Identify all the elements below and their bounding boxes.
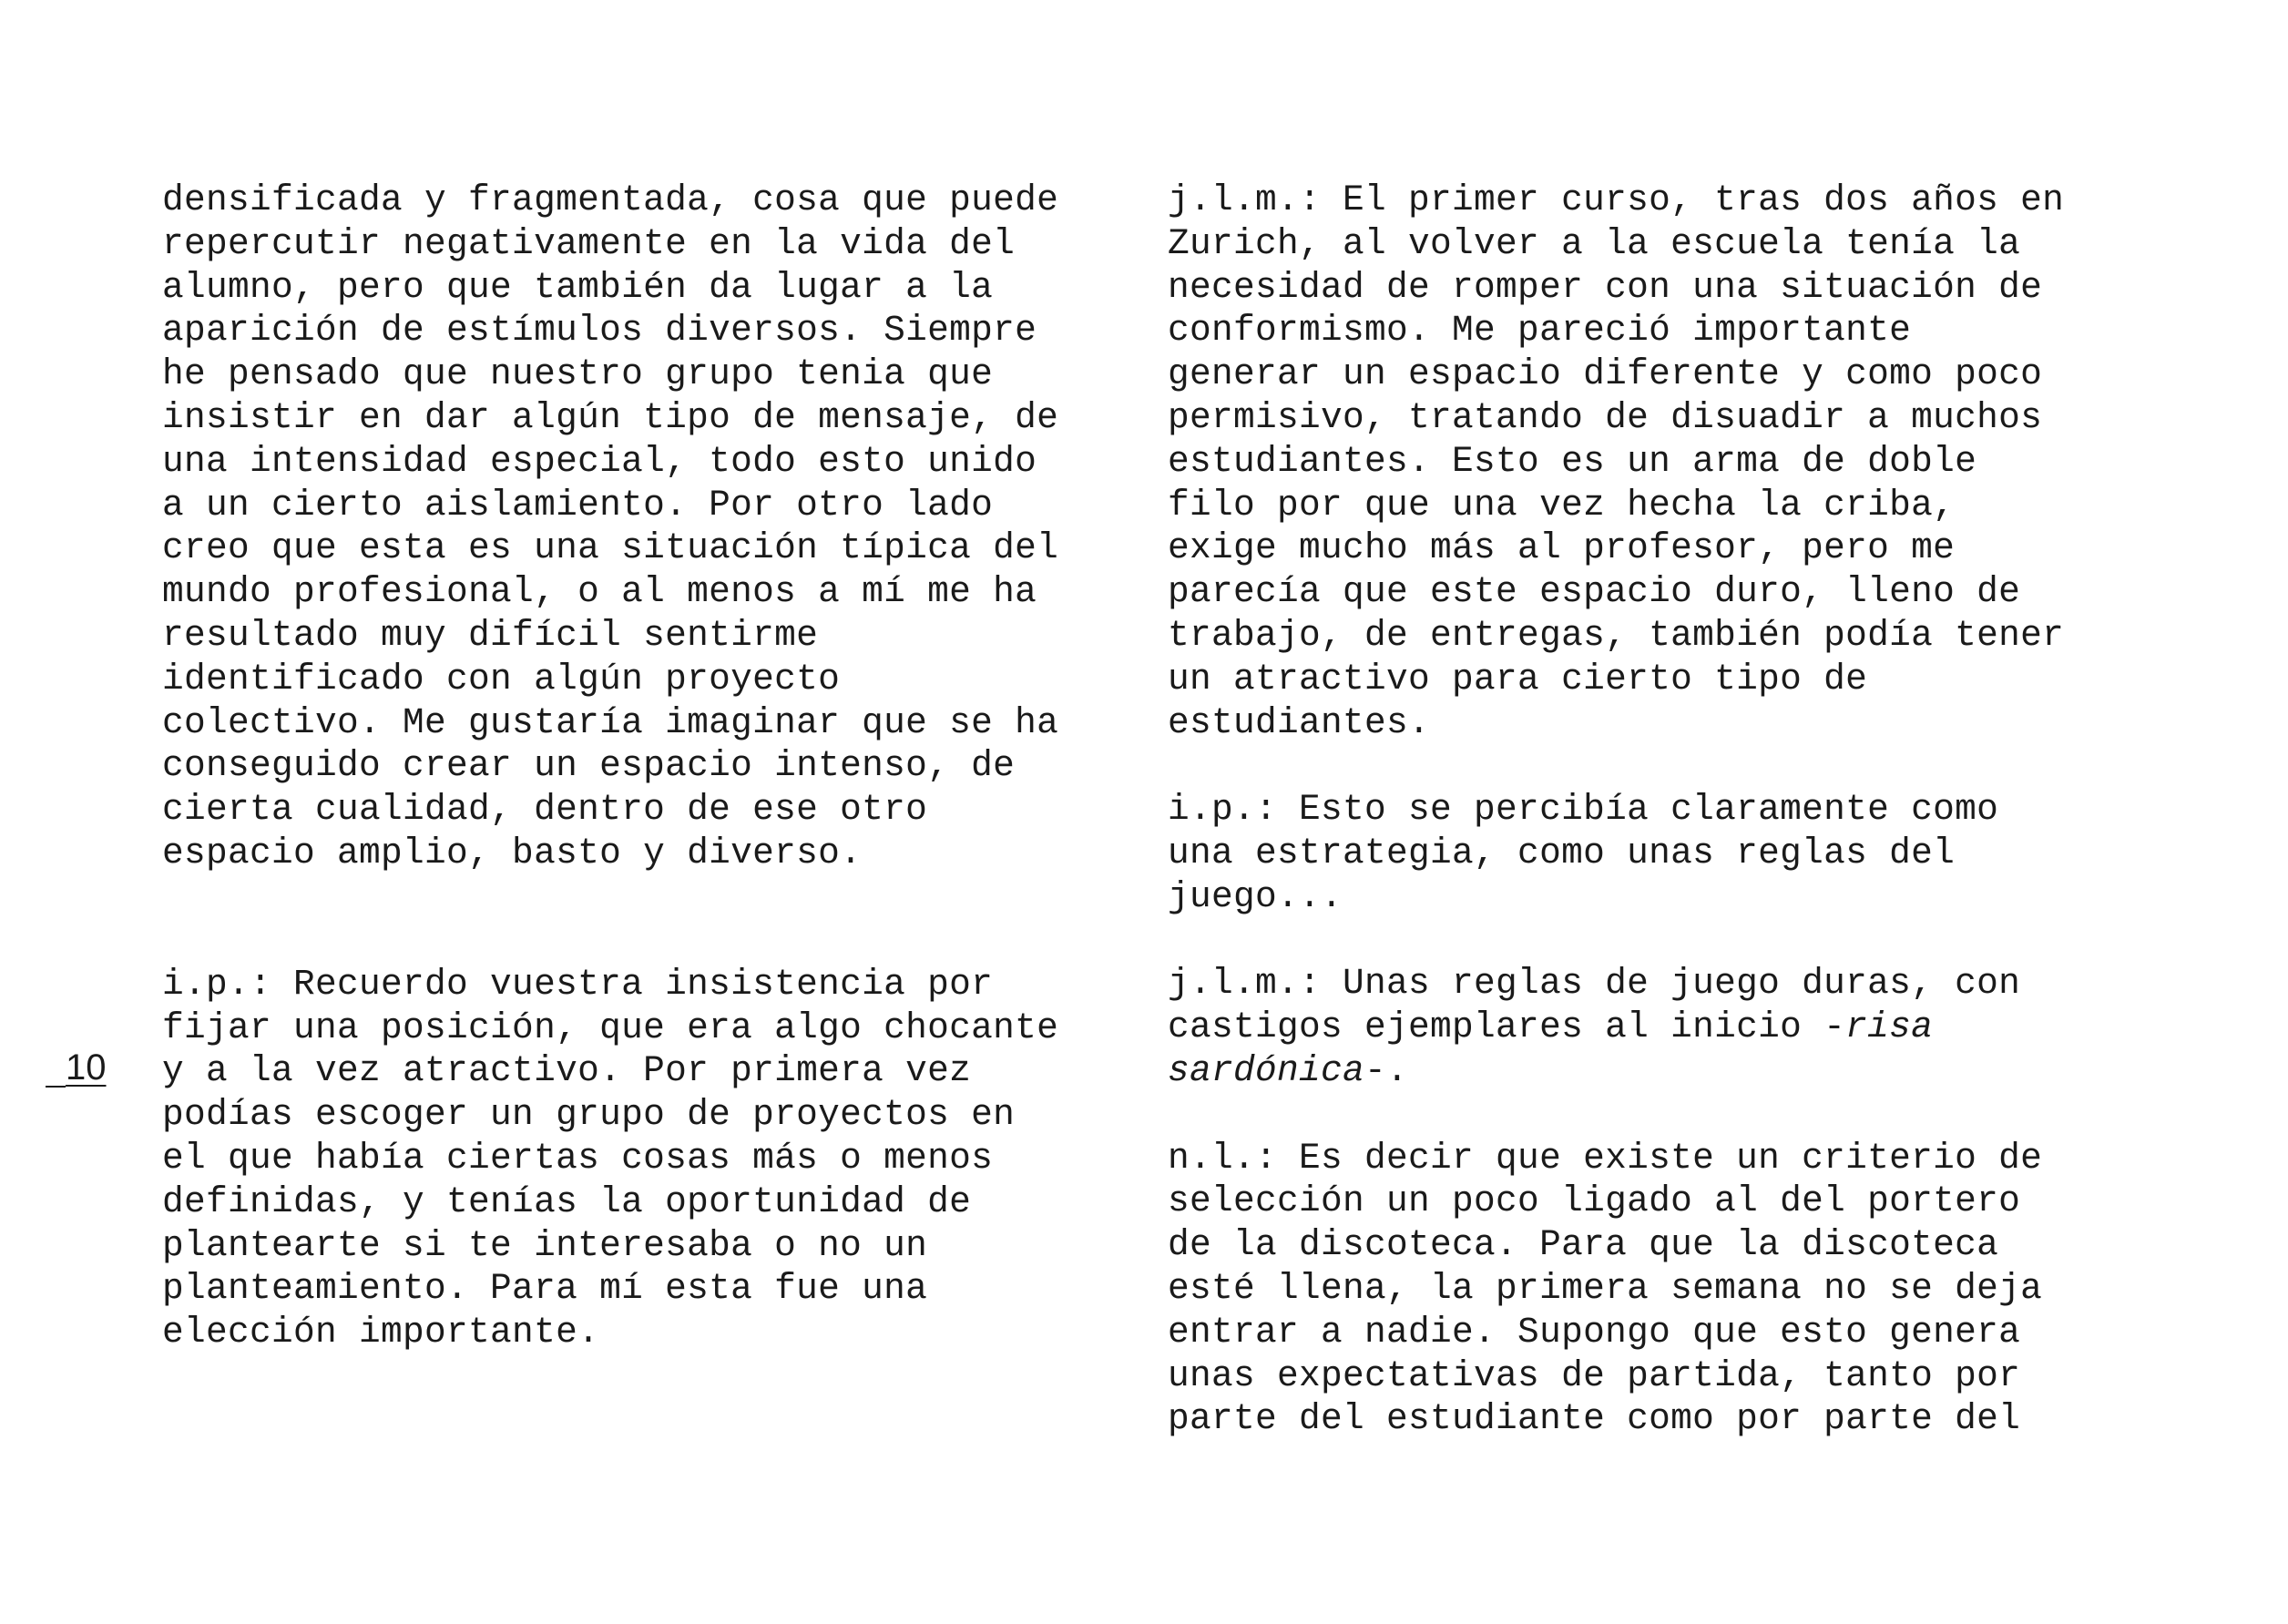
italic-text: sardónica [1168, 1049, 1365, 1091]
text-line: castigos ejemplares al inicio - [1168, 1006, 1846, 1048]
right-column [1168, 179, 2133, 1441]
text-line: estudiantes. [1168, 701, 1431, 743]
text-line: generar un espacio diferente y como poco [1168, 353, 2043, 395]
paragraph [162, 179, 1128, 875]
text-line: identificado con algún proyecto [162, 658, 841, 700]
text-line: he pensado que nuestro grupo tenia que [162, 353, 994, 395]
text-line: alumno, pero que también da lugar a la [162, 266, 994, 308]
text-line: exige mucho más al profesor, pero me [1168, 527, 1956, 569]
text-line: repercutir negativamente en la vida del [162, 222, 1016, 264]
text-line: unas expectativas de partida, tanto por [1168, 1354, 2021, 1396]
text-line: i.p.: Esto se percibía claramente como [1168, 789, 1999, 831]
paragraph [1168, 962, 2133, 1092]
text-line: y a la vez atractivo. Por primera vez [162, 1050, 972, 1092]
text-line: estudiantes. Esto es un arma de doble [1168, 440, 1977, 482]
text-line: conseguido crear un espacio intenso, de [162, 745, 1016, 787]
text-line: plantearte si te interesaba o no un [162, 1224, 928, 1266]
text-line: necesidad de romper con una situación de [1168, 266, 2043, 308]
text-line: j.l.m.: Unas reglas de juego duras, con [1168, 963, 2021, 1005]
text-line: elección importante. [162, 1312, 600, 1353]
text-line: densificada y fragmentada, cosa que puede [162, 179, 1059, 220]
text-line: entrar a nadie. Supongo que esto genera [1168, 1311, 2021, 1353]
paragraph [1168, 788, 2133, 918]
text-line: j.l.m.: El primer curso, tras dos años en [1168, 179, 2065, 220]
text-line: juego... [1168, 875, 1343, 917]
text-line: definidas, y tenías la oportunidad de [162, 1180, 972, 1222]
text-line: colectivo. Me gustaría imaginar que se ha [162, 701, 1059, 743]
text-line: parecía que este espacio duro, lleno de [1168, 571, 2021, 613]
paragraph [1168, 1137, 2133, 1442]
text-line: planteamiento. Para mí esta fue una [162, 1268, 928, 1310]
text-line: filo por que una vez hecha la criba, [1168, 484, 1956, 526]
text-line: -. [1364, 1049, 1409, 1091]
text-line: selección un poco ligado al del portero [1168, 1180, 2021, 1222]
text-line: insistir en dar algún tipo de mensaje, de [162, 396, 1059, 438]
text-line: resultado muy difícil sentirme [162, 614, 819, 656]
paragraph [162, 963, 1128, 1354]
text-line: creo que esta es una situación típica del [162, 527, 1059, 569]
text-line: trabajo, de entregas, también podía tener [1168, 614, 2065, 656]
text-line: conformismo. Me pareció importante [1168, 310, 1912, 352]
text-line: parte del estudiante como por parte del [1168, 1398, 2021, 1440]
text-line: n.l.: Es decir que existe un criterio de [1168, 1137, 2043, 1179]
text-line: permisivo, tratando de disuadir a muchos [1168, 396, 2043, 438]
text-line: cierta cualidad, dentro de ese otro [162, 789, 928, 831]
text-line: a un cierto aislamiento. Por otro lado [162, 484, 994, 526]
text-line: espacio amplio, basto y diverso. [162, 832, 863, 873]
text-line: una estrategia, como unas reglas del [1168, 832, 1956, 873]
text-line: esté llena, la primera semana no se deja [1168, 1267, 2043, 1309]
text-line: de la discoteca. Para que la discoteca [1168, 1224, 1999, 1266]
left-column [162, 179, 1128, 1354]
text-line: i.p.: Recuerdo vuestra insistencia por [162, 963, 994, 1005]
paragraph [1168, 179, 2133, 744]
text-line: un atractivo para cierto tipo de [1168, 658, 1868, 700]
text-line: mundo profesional, o al menos a mí me ha [162, 571, 1037, 613]
text-line: fijar una posición, que era algo chocante [162, 1006, 1059, 1048]
italic-text: risa [1845, 1006, 1934, 1048]
text-line: aparición de estímulos diversos. Siempre [162, 310, 1037, 352]
text-line: podías escoger un grupo de proyectos en [162, 1094, 1016, 1136]
text-line: una intensidad especial, todo esto unido [162, 440, 1037, 482]
page-number: 10 [46, 1046, 107, 1089]
text-line: Zurich, al volver a la escuela tenía la [1168, 222, 2021, 264]
text-line: el que había ciertas cosas más o menos [162, 1137, 994, 1179]
